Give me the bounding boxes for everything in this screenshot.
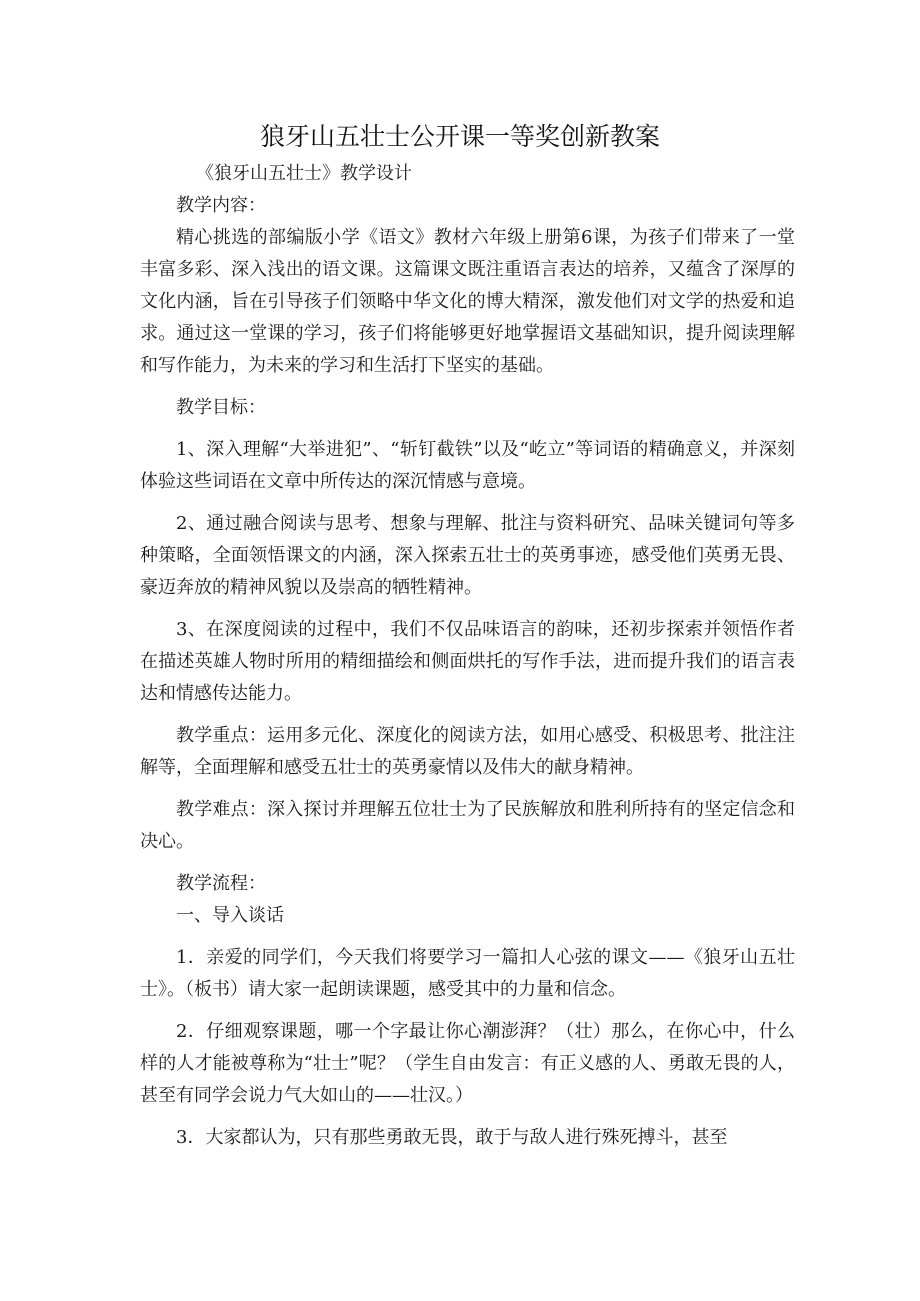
step-item-2: 2．仔细观察课题，哪一个字最让你心潮澎湃？（壮）那么，在你心中，什么样的人才能被尊称为“壮士”呢？（学生自由发言：有正义感的人、勇敢无畏的人，甚至有同学会说力气大如山的——壮汉。） [140, 1021, 795, 1106]
document-body [140, 158, 795, 1154]
step-heading-intro: 一、导入谈话 [176, 905, 284, 926]
paragraph-content: 精心挑选的部编版小学《语文》教材六年级上册第6课，为孩子们带来了一堂丰富多彩、深入浅出的语文课。这篇课文既注重语言表达的培养，又蕴含了深厚的文化内涵，旨在引导孩子们领略中华文化的博大精深，激发他们对文学的热爱和追求。通过这一堂课的学习，孩子们将能够更好地掌握语文基础知识，提升阅读理解和写作能力，为未来的学习和生活打下坚实的基础。 [140, 227, 795, 376]
section-heading-goals: 教学目标： [176, 397, 266, 418]
step-item-3: 3．大家都认为，只有那些勇敢无畏，敢于与敌人进行殊死搏斗，甚至 [176, 1127, 728, 1148]
lesson-subtitle: 《狼牙山五壮士》教学设计 [196, 163, 412, 184]
goal-item-3: 3、在深度阅读的过程中，我们不仅品味语言的韵味，还初步探索并领悟作者在描述英雄人物时所用的精细描绘和侧面烘托的写作手法，进而提升我们的语言表达和情感传达能力。 [140, 619, 795, 704]
section-heading-process: 教学流程： [176, 873, 266, 894]
goal-item-2: 2、通过融合阅读与思考、想象与理解、批注与资料研究、品味关键词句等多种策略，全面领悟课文的内涵，深入探索五壮士的英勇事迹，感受他们英勇无畏、豪迈奔放的精神风貌以及崇高的牺牲精神。 [140, 513, 795, 598]
key-point-paragraph: 教学重点：运用多元化、深度化的阅读方法，如用心感受、积极思考、批注注解等，全面理解和感受五壮士的英勇豪情以及伟大的献身精神。 [140, 725, 795, 778]
goal-item-1: 1、深入理解“大举进犯”、“斩钉截铁”以及“屹立”等词语的精确意义，并深刻体验这些词语在文章中所传达的深沉情感与意境。 [140, 439, 795, 492]
step-item-1: 1．亲爱的同学们，今天我们将要学习一篇扣人心弦的课文——《狼牙山五壮士》。（板书）请大家一起朗读课题，感受其中的力量和信念。 [140, 947, 795, 1000]
document-title: 狼牙山五壮士公开课一等奖创新教案 [259, 122, 660, 151]
difficulty-paragraph: 教学难点：深入探讨并理解五位壮士为了民族解放和胜利所持有的坚定信念和决心。 [140, 799, 795, 852]
section-heading-content: 教学内容： [176, 195, 266, 216]
